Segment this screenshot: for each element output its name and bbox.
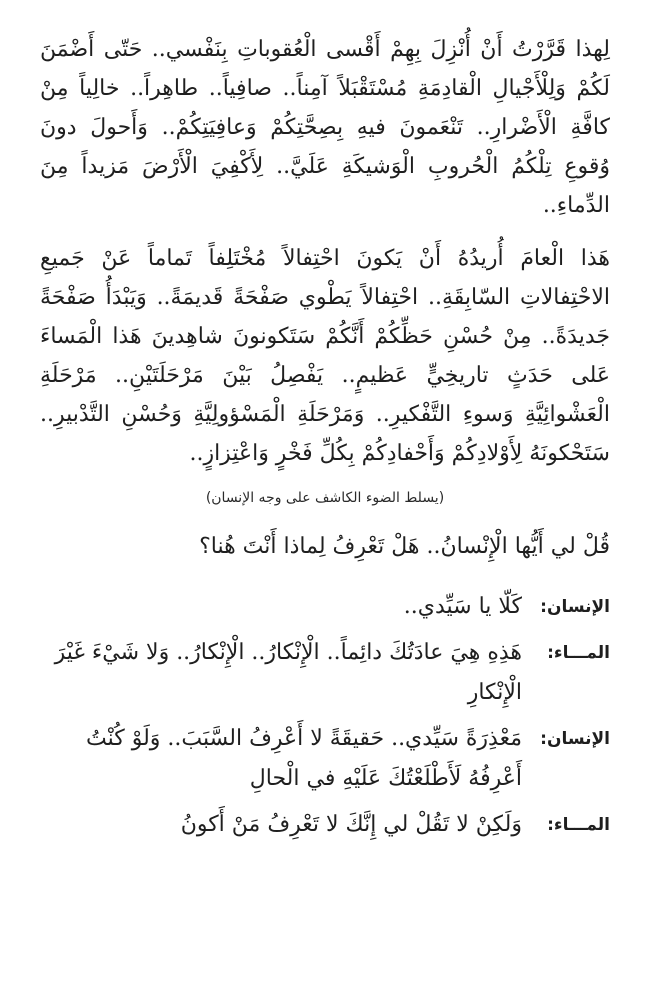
dialogue-line xyxy=(40,805,610,845)
narrative-paragraph: لِهذا قَرَّرْتُ أَنْ أُنْزِلَ بِهِمْ أَقْسى الْعُقوباتِ بِنَفْسي.. حَتّى أَضْمَنَ لَكُمْ وَلِلْأَجْيالِ الْقادِمَةِ مُسْتَقْبَلاً آمِناً.. صافِياً.. طاهِراً.. خالِياً مِنْ كافَّةِ الْأَضْرارِ.. تَنْعَمونَ فيهِ بِصِحَّتِكُمْ وَعافِيَتِكُمْ.. وَأَحولَ دونَ وُقوعِ تِلْكُمُ الْحُروبِ الْوَشيكَةِ عَلَيَّ.. لِأَكْفِيَ الْأَرْضَ مَزيداً مِنَ الدِّماءِ.. xyxy=(40,37,610,218)
speaker-label: المـــاء: xyxy=(547,643,610,663)
speech-text: هَذِهِ هِيَ عادَتُكَ دائِماً.. الْإِنْكارُ.. الْإِنْكارُ.. وَلا شَيْءَ غَيْرَ الْإِنْكارِ xyxy=(54,640,522,705)
book-page xyxy=(40,30,610,980)
speech-text: كَلّا يا سَيِّدي.. xyxy=(403,594,522,619)
dialogue-line xyxy=(40,719,610,799)
speech-text: وَلَكِنْ لا تَقُلْ لي إِنَّكَ لا تَعْرِفُ مَنْ أَكونُ xyxy=(180,812,522,837)
dialogue-block xyxy=(40,587,610,845)
speaker-label: الإنسان: xyxy=(540,729,610,749)
stage-direction: (يسلط الضوء الكاشف على وجه الإنسان) xyxy=(205,490,445,506)
narrative-paragraph: هَذا الْعامَ أُريدُهُ أَنْ يَكونَ احْتِفالاً مُخْتَلِفاً تَماماً عَنْ جَميعِ الاحْتِفالاتِ السّابِقَةِ.. احْتِفالاً يَطْوي صَفْحَةً قَديمَةً.. وَيَبْدَأُ صَفْحَةً جَديدَةً.. مِنْ حُسْنِ حَظِّكُمْ أَنَّكُمْ سَتَكونونَ شاهِدينَ هَذا الْمَساءَ عَلى حَدَثٍ تاريخِيٍّ عَظيمٍ.. يَفْصِلُ بَيْنَ مَرْحَلَتَيْنِ.. مَرْحَلَةِ الْعَشْوائِيَّةِ وَسوءِ التَّفْكيرِ.. وَمَرْحَلَةِ الْمَسْؤولِيَّةِ وَحُسْنِ التَّدْبيرِ.. سَتَحْكونَهُ لِأَوْلادِكُمْ وَأَحْفادِكُمْ بِكُلِّ فَخْرٍ وَاعْتِزازٍ.. xyxy=(40,246,610,466)
speech-text: مَعْذِرَةً سَيِّدي.. حَقيقَةً لا أَعْرِفُ السَّبَبَ.. وَلَوْ كُنْتُ أَعْرِفُهُ لَأَطْلَعْتُكَ عَلَيْهِ في الْحالِ xyxy=(86,726,522,791)
speaker-label: المـــاء: xyxy=(547,815,610,835)
address-line: قُلْ لي أَيُّها الْإِنْسانُ.. هَلْ تَعْرِفُ لِماذا أَنْتَ هُنا؟ xyxy=(199,534,610,559)
dialogue-line xyxy=(40,587,610,627)
speaker-label: الإنسان: xyxy=(540,597,610,617)
dialogue-line xyxy=(40,633,610,713)
